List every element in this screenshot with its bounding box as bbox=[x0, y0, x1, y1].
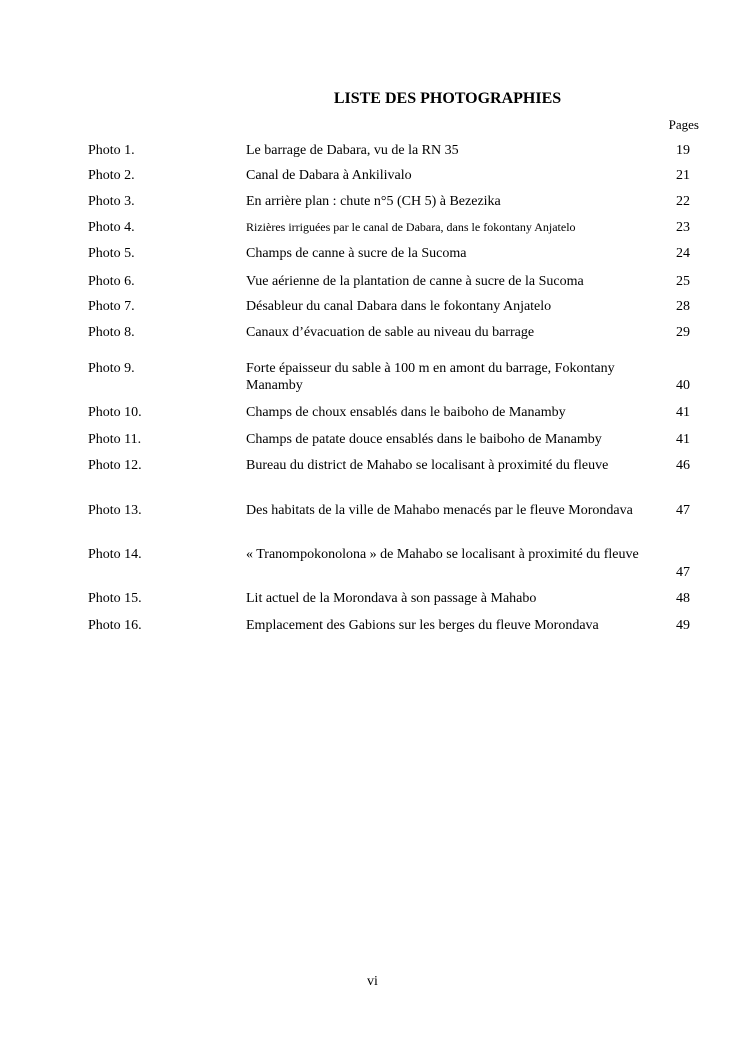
photo-caption: Des habitats de la ville de Mahabo menacés par le fleuve Morondava bbox=[246, 503, 633, 518]
photo-caption: Champs de choux ensablés dans le baiboho de Manamby bbox=[246, 405, 566, 420]
page-number: 40 bbox=[676, 378, 690, 393]
page-number: 28 bbox=[676, 299, 690, 314]
photo-number: Photo 11. bbox=[88, 432, 142, 447]
photo-number: Photo 3. bbox=[88, 194, 135, 209]
page-number: 48 bbox=[676, 591, 690, 606]
page-number: 25 bbox=[676, 274, 690, 289]
page-number: 19 bbox=[676, 143, 690, 158]
photo-number: Photo 7. bbox=[88, 299, 135, 314]
page-number: 29 bbox=[676, 325, 690, 340]
page-number: 22 bbox=[676, 194, 690, 209]
photo-number: Photo 15. bbox=[88, 591, 142, 606]
page-title: LISTE DES PHOTOGRAPHIES bbox=[333, 90, 562, 107]
page-number: 49 bbox=[676, 618, 690, 633]
photo-caption: Canal de Dabara à Ankilivalo bbox=[246, 168, 412, 183]
photo-number: Photo 1. bbox=[88, 143, 135, 158]
page-number: 21 bbox=[676, 168, 690, 183]
photo-number: Photo 14. bbox=[88, 547, 142, 562]
page-number: 46 bbox=[676, 458, 690, 473]
photo-number: Photo 10. bbox=[88, 405, 142, 420]
photo-caption: Rizières irriguées par le canal de Dabara, dans le fokontany Anjatelo bbox=[246, 220, 576, 234]
photo-caption: « Tranompokonolona » de Mahabo se localisant à proximité du fleuve bbox=[246, 547, 639, 562]
photo-caption: Champs de canne à sucre de la Sucoma bbox=[246, 246, 467, 261]
page-number: 41 bbox=[676, 432, 690, 447]
photo-caption: Vue aérienne de la plantation de canne à sucre de la Sucoma bbox=[246, 274, 584, 289]
photo-caption: Canaux d’évacuation de sable au niveau du barrage bbox=[246, 325, 535, 340]
page-number: 47 bbox=[676, 503, 690, 518]
photo-number: Photo 6. bbox=[88, 274, 135, 289]
pages-column-header: Pages bbox=[668, 117, 699, 132]
photo-caption: Forte épaisseur du sable à 100 m en amont du barrage, Fokontany Manamby bbox=[246, 361, 615, 393]
photo-caption: Désableur du canal Dabara dans le fokontany Anjatelo bbox=[246, 299, 552, 314]
page-number: 41 bbox=[676, 405, 690, 420]
photo-number: Photo 16. bbox=[88, 618, 142, 633]
photo-number: Photo 4. bbox=[88, 220, 135, 235]
photo-caption: Bureau du district de Mahabo se localisant à proximité du fleuve bbox=[246, 458, 609, 473]
photo-number: Photo 5. bbox=[88, 246, 135, 261]
page-number: 47 bbox=[676, 565, 690, 580]
photo-caption: En arrière plan : chute n°5 (CH 5) à Bezezika bbox=[246, 194, 501, 209]
photo-caption: Champs de patate douce ensablés dans le baiboho de Manamby bbox=[246, 432, 602, 447]
photo-caption: Emplacement des Gabions sur les berges du fleuve Morondava bbox=[246, 618, 599, 633]
photo-caption: Le barrage de Dabara, vu de la RN 35 bbox=[246, 143, 459, 158]
photo-number: Photo 13. bbox=[88, 503, 142, 518]
photo-caption: Lit actuel de la Morondava à son passage à Mahabo bbox=[246, 591, 537, 606]
photo-number: Photo 2. bbox=[88, 168, 135, 183]
page-folio: vi bbox=[367, 974, 378, 989]
page-number: 24 bbox=[676, 246, 690, 261]
photo-number: Photo 9. bbox=[88, 361, 135, 376]
page-number: 23 bbox=[676, 220, 690, 235]
photo-number: Photo 8. bbox=[88, 325, 135, 340]
photo-number: Photo 12. bbox=[88, 458, 142, 473]
